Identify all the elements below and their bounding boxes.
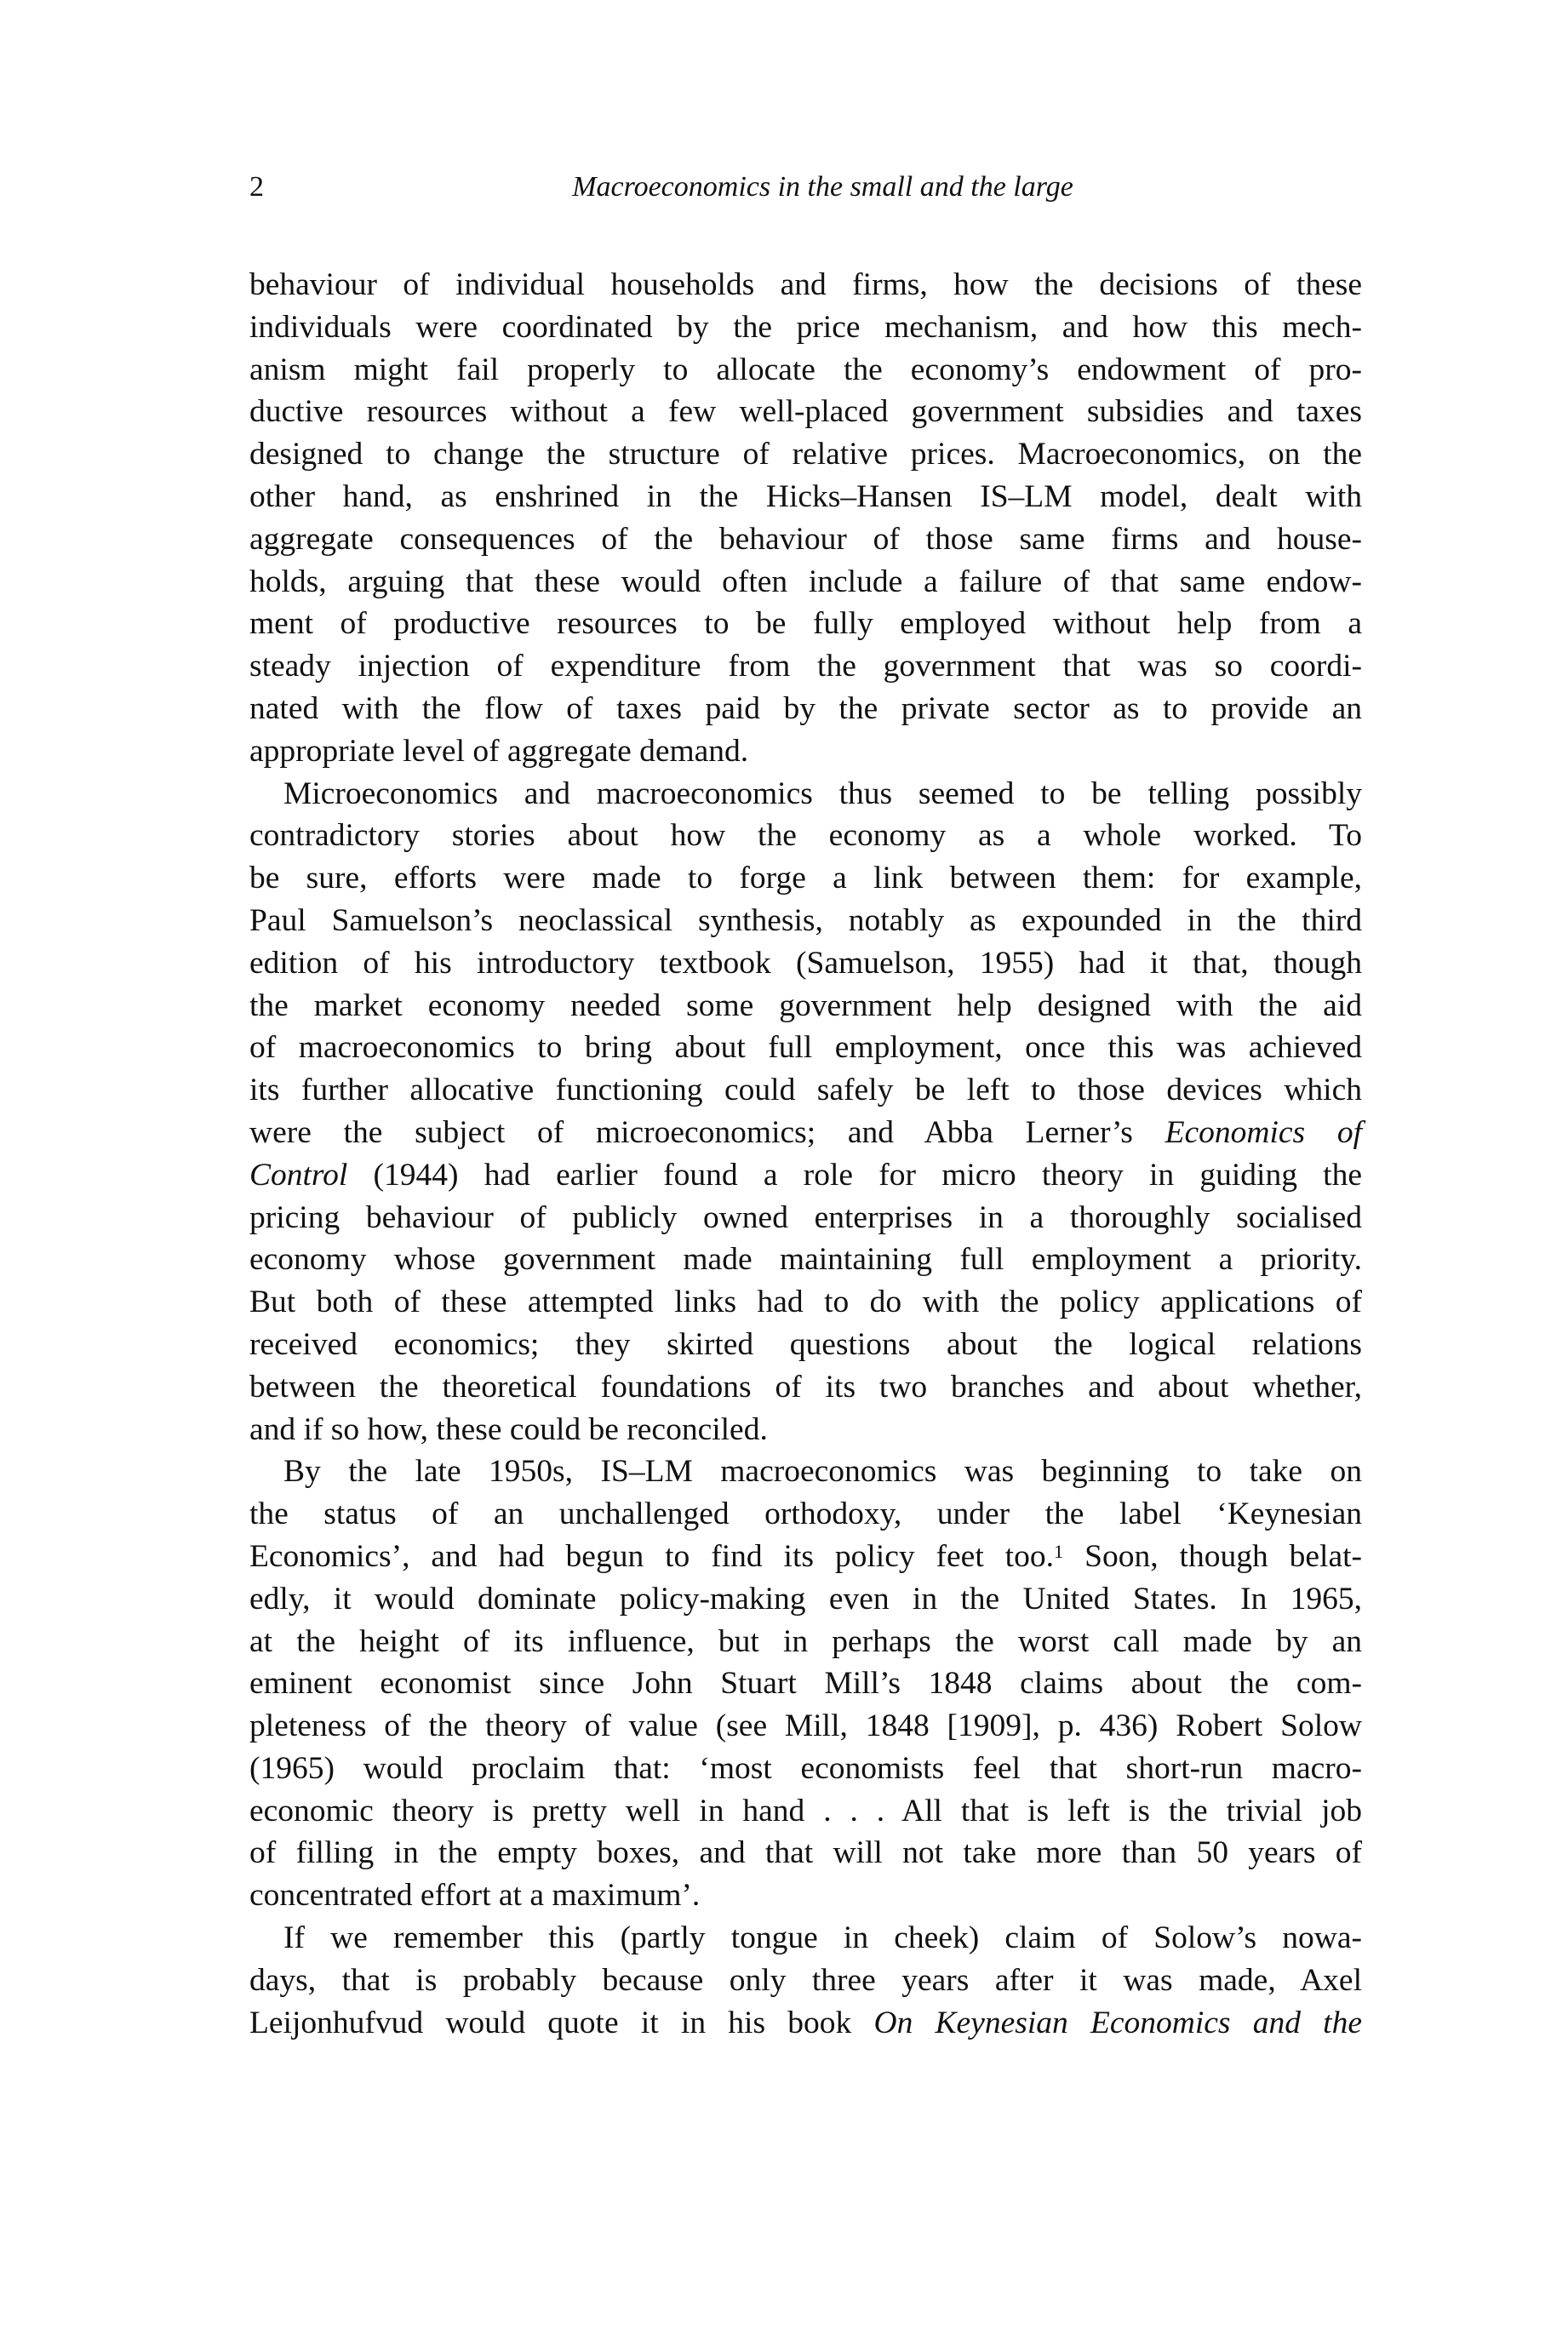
text-line: anism might fail properly to allocate the economy’s endowment of pro-	[249, 352, 1362, 387]
text-line: steady injection of expenditure from the government that was so coordi-	[249, 649, 1362, 684]
text-line: of filling in the empty boxes, and that will not take more than 50 years of	[249, 1835, 1362, 1871]
text-line: pleteness of the theory of value (see Mill, 1848 [1909], p. 436) Robert Solow	[249, 1708, 1362, 1744]
text-line	[249, 2002, 1362, 2045]
book-title-economics-of-control: Economics of	[1165, 1114, 1362, 1150]
book-page	[249, 162, 1362, 2044]
text-line: behaviour of individual households and firms, how the decisions of these	[249, 267, 1362, 302]
footnote-marker[interactable]: 1	[1053, 1540, 1064, 1562]
text-line: be sure, efforts were made to forge a link between them: for example,	[249, 861, 1362, 896]
text-line: the market economy needed some government help designed with the aid	[249, 987, 1362, 1023]
text-line: Microeconomics and macroeconomics thus seemed to be telling possibly	[283, 775, 1362, 811]
book-title-economics-of-control-cont: Control	[249, 1157, 348, 1193]
text-line: designed to change the structure of relative prices. Macroeconomics, on the	[249, 437, 1362, 472]
text-line: eminent economist since John Stuart Mill’s 1848 claims about the com-	[249, 1666, 1362, 1702]
paragraph-1	[249, 264, 1362, 773]
text-run: Soon, though belat-	[1063, 1538, 1363, 1574]
text-line: appropriate level of aggregate demand.	[249, 733, 749, 769]
text-run: Leijonhufvud would quote it in his book	[249, 2005, 874, 2040]
text-line: and if so how, these could be reconciled.	[249, 1411, 768, 1447]
text-line: its further allocative functioning could safely be left to those devices which	[249, 1073, 1362, 1108]
text-line: concentrated effort at a maximum’.	[249, 1878, 701, 1914]
text-line: between the theoretical foundations of its two branches and about whether,	[249, 1369, 1362, 1405]
text-line: (1965) would proclaim that: ‘most economists feel that short-run macro-	[249, 1750, 1362, 1786]
text-run: Economics’, and had begun to find its policy feet too.	[249, 1538, 1054, 1574]
text-line: edly, it would dominate policy-making even in the United States. In 1965,	[249, 1581, 1362, 1617]
running-title: Macroeconomics in the small and the large	[572, 171, 1073, 203]
book-title-on-keynesian-economics: On Keynesian Economics and the	[873, 2005, 1362, 2040]
text-line: If we remember this (partly tongue in cheek) claim of Solow’s nowa-	[283, 1920, 1362, 1956]
text-line: other hand, as enshrined in the Hicks–Hansen IS–LM model, dealt with	[249, 478, 1362, 514]
text-line: ment of productive resources to be fully employed without help from a	[249, 606, 1362, 642]
text-line	[249, 1112, 1362, 1154]
text-line: pricing behaviour of publicly owned enterprises in a thoroughly socialised	[249, 1199, 1362, 1235]
text-run: were the subject of microeconomics; and Abba Lerner’s	[249, 1114, 1165, 1150]
paragraph-4	[249, 1917, 1362, 2044]
text-line	[249, 1536, 1362, 1578]
text-line: days, that is probably because only three years after it was made, Axel	[249, 1962, 1362, 1998]
text-line: Paul Samuelson’s neoclassical synthesis, notably as expounded in the third	[249, 902, 1362, 938]
text-line: individuals were coordinated by the price mechanism, and how this mech-	[249, 309, 1362, 345]
text-line	[249, 1154, 1362, 1197]
text-line: economic theory is pretty well in hand . . . All that is left is the trivial job	[249, 1793, 1362, 1828]
text-line: By the late 1950s, IS–LM macroeconomics was beginning to take on	[283, 1454, 1362, 1490]
text-line: nated with the flow of taxes paid by the private sector as to provide an	[249, 690, 1362, 726]
text-run: (1944) had earlier found a role for micro theory in guiding the	[347, 1157, 1362, 1193]
text-line: ductive resources without a few well-placed government subsidies and taxes	[249, 394, 1362, 430]
text-line: But both of these attempted links had to do with the policy applications of	[249, 1285, 1362, 1320]
body-text	[249, 264, 1362, 2044]
text-line: the status of an unchallenged orthodoxy, under the label ‘Keynesian	[249, 1496, 1362, 1532]
text-line: at the height of its influence, but in perhaps the worst call made by an	[249, 1623, 1362, 1659]
running-head	[249, 162, 1362, 213]
paragraph-3	[249, 1451, 1362, 1917]
text-line: economy whose government made maintaining full employment a priority.	[249, 1242, 1362, 1278]
text-line: edition of his introductory textbook (Samuelson, 1955) had it that, though	[249, 945, 1362, 981]
text-line: of macroeconomics to bring about full employment, once this was achieved	[249, 1030, 1362, 1066]
text-line: contradictory stories about how the economy as a whole worked. To	[249, 818, 1362, 854]
text-line: aggregate consequences of the behaviour of those same firms and house-	[249, 521, 1362, 557]
page-number: 2	[249, 171, 264, 203]
text-line: holds, arguing that these would often include a failure of that same endow-	[249, 564, 1362, 599]
paragraph-2	[249, 773, 1362, 1451]
text-line: received economics; they skirted questions about the logical relations	[249, 1326, 1362, 1362]
